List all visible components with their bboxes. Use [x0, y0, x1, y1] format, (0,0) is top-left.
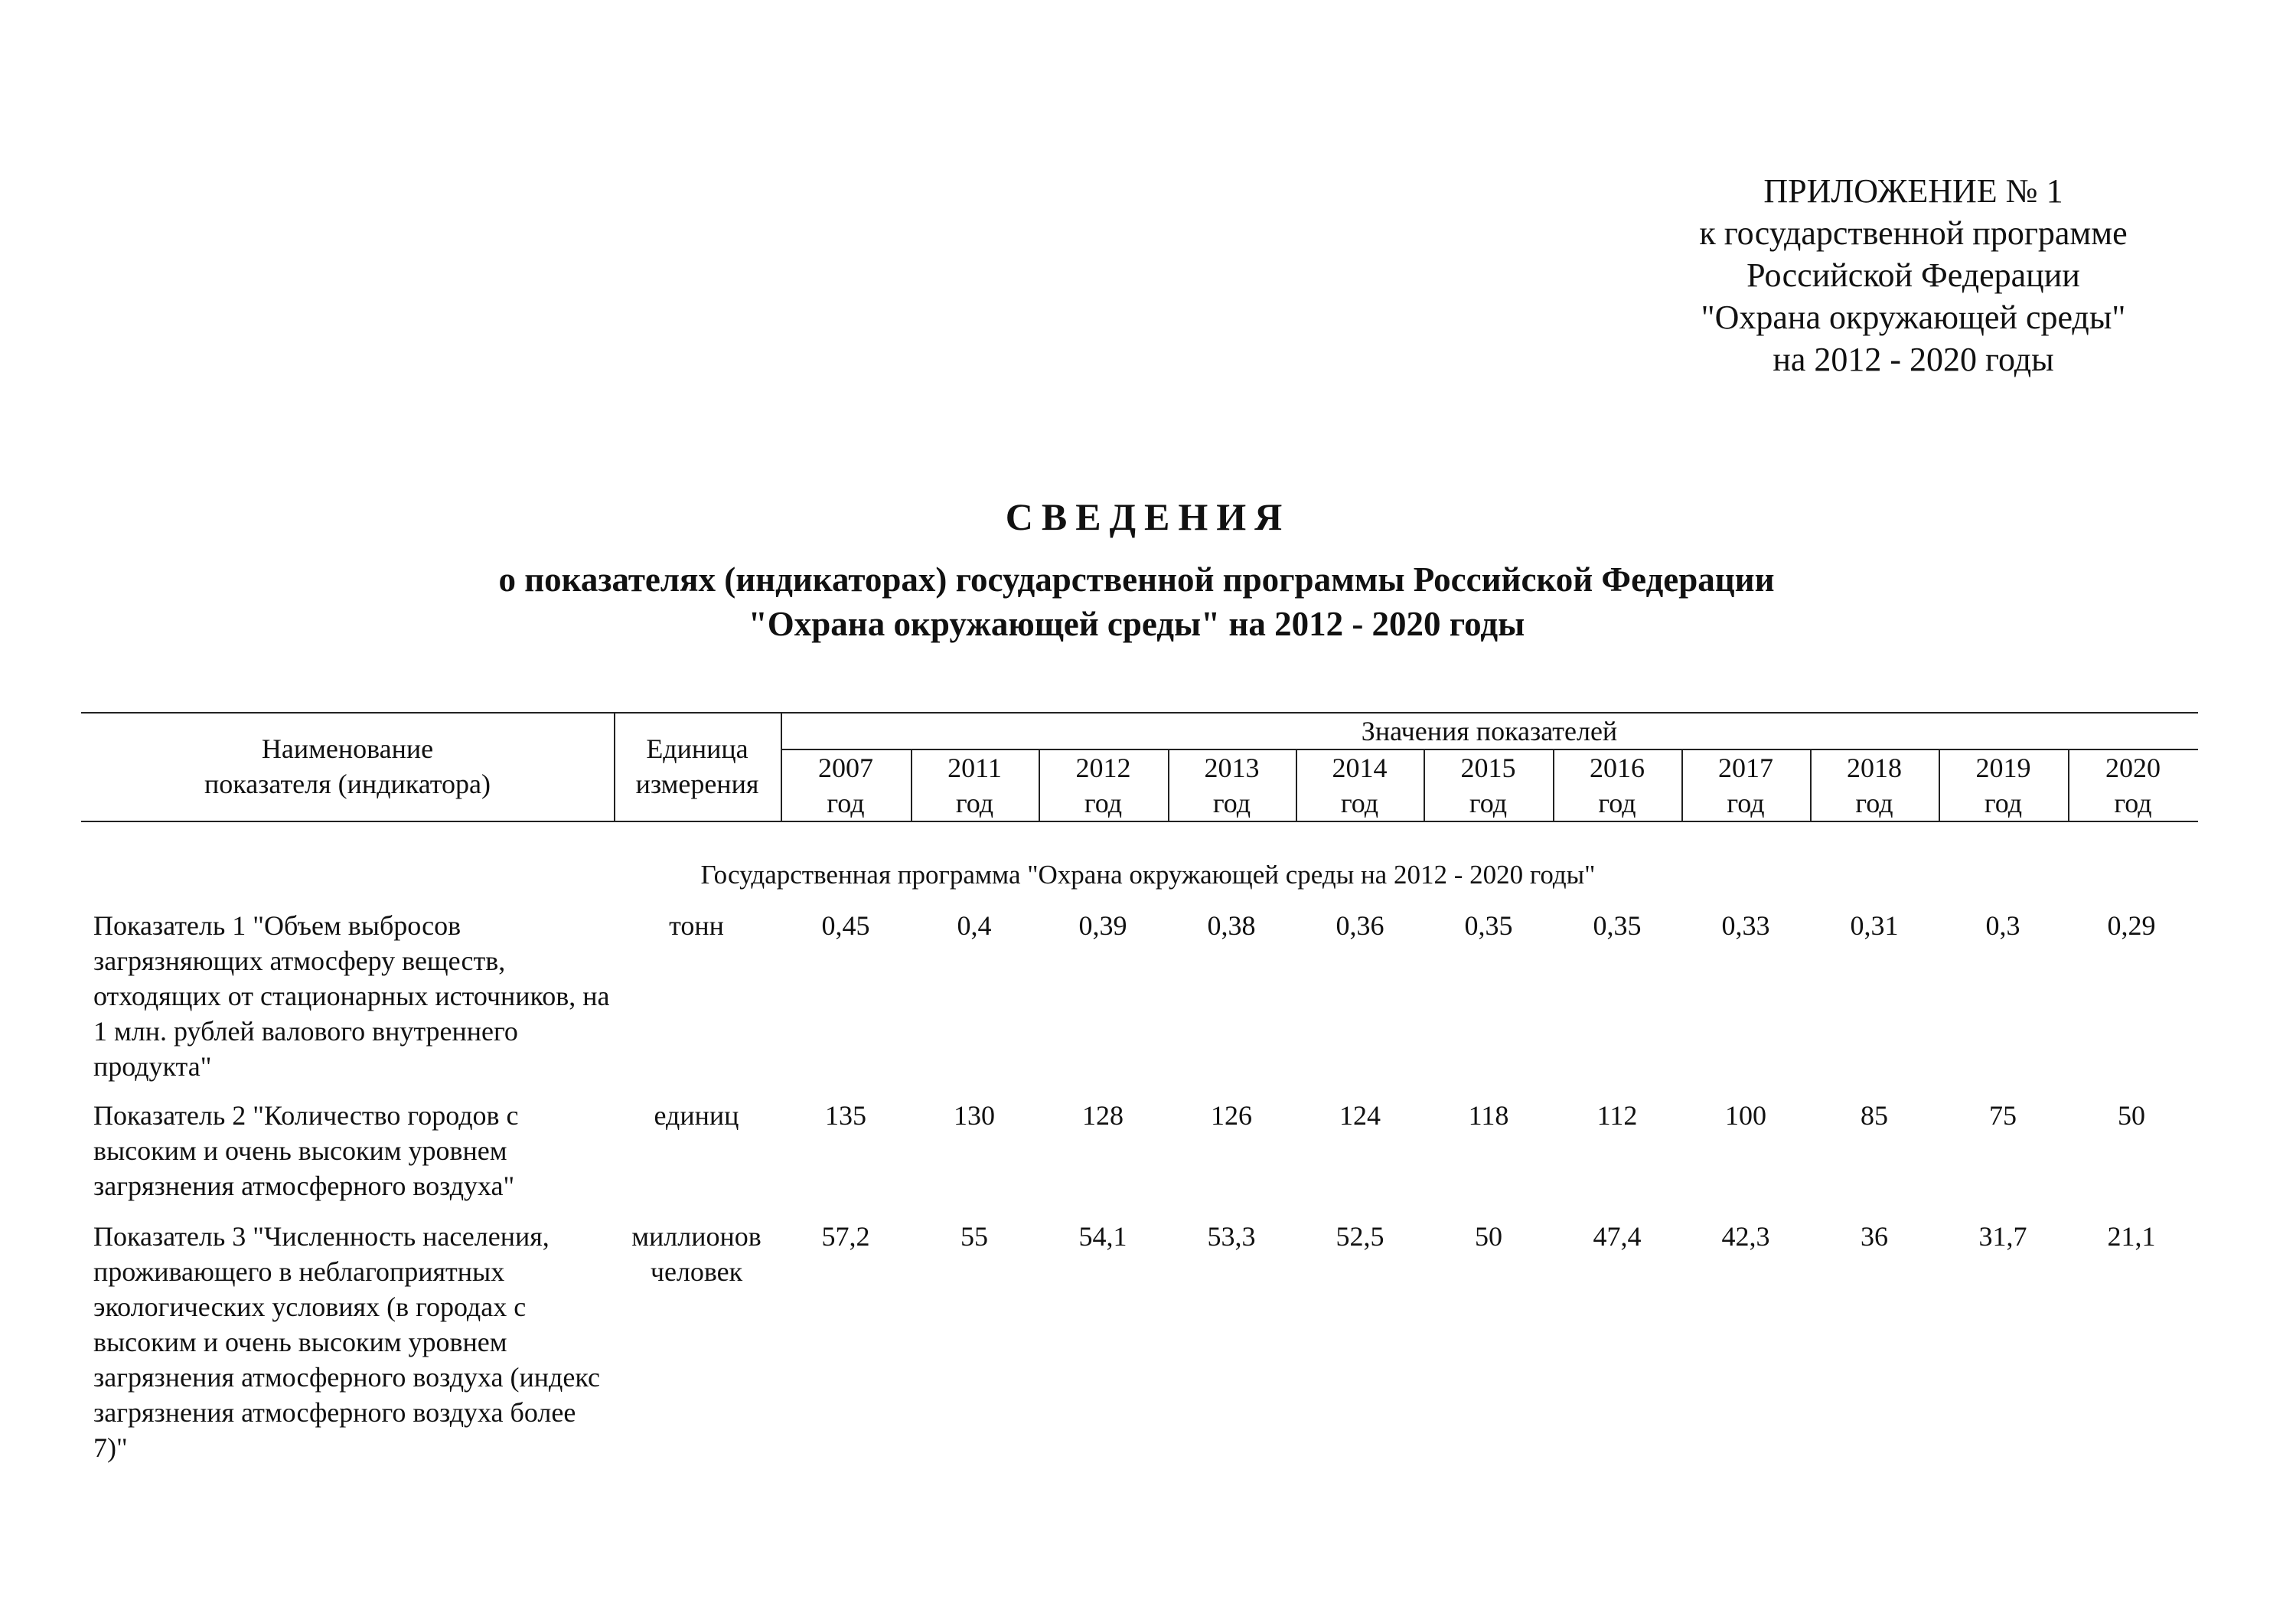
table-cell: 0,4	[957, 910, 992, 941]
header-year-cell: 2012 год	[1075, 753, 1131, 818]
header-year-cell: 2019 год	[1975, 753, 2031, 818]
appendix-line: "Охрана окружающей среды"	[1701, 299, 2126, 336]
table-cell: 130	[954, 1100, 995, 1131]
row-3-unit: миллионов человек	[631, 1221, 762, 1287]
header-year-cell: 2011 год	[947, 753, 1002, 818]
table-cell: 50	[2118, 1100, 2145, 1131]
table-cell: 0,35	[1464, 910, 1513, 941]
document-title: СВЕДЕНИЯ	[1005, 495, 1291, 538]
header-unit-cell: Единица измерения	[635, 733, 759, 799]
table-cell: 126	[1211, 1100, 1252, 1131]
table-cell: 55	[960, 1221, 988, 1252]
table-cell: 0,36	[1336, 910, 1384, 941]
table-cell: 0,31	[1850, 910, 1899, 941]
header-year-cell: 2018 год	[1847, 753, 1902, 818]
table-cell: 0,39	[1078, 910, 1127, 941]
appendix-block	[1645, 170, 2181, 380]
table-cell: 36	[1861, 1221, 1888, 1252]
table-cell: 53,3	[1207, 1221, 1256, 1252]
row-1-name: Показатель 1 "Объем выбросов загрязняющих атмосферу веществ, отходящих от стационарных источников, на 1 млн. рублей валового внутреннего продукта"	[93, 910, 610, 1082]
table-cell: 47,4	[1593, 1221, 1642, 1252]
header-year-cell: 2015 год	[1460, 753, 1516, 818]
document-subtitle	[306, 557, 1967, 646]
table-cell: 124	[1339, 1100, 1381, 1131]
appendix-line: к государственной программе	[1699, 214, 2128, 252]
row-1-unit: тонн	[669, 910, 724, 941]
appendix-line: Российской Федерации	[1746, 256, 2080, 294]
header-name-cell: Наименование показателя (индикатора)	[204, 733, 491, 799]
table-cell: 21,1	[2107, 1221, 2156, 1252]
header-year-cell: 2020 год	[2105, 753, 2161, 818]
table-cell: 0,45	[821, 910, 870, 941]
table-cell: 75	[1989, 1100, 2017, 1131]
table-cell: 0,35	[1593, 910, 1642, 941]
header-bottom-rule	[81, 821, 2198, 822]
table-cell: 54,1	[1078, 1221, 1127, 1252]
header-year-cell: 2017 год	[1718, 753, 1773, 818]
section-title: Государственная программа "Охрана окружающей среды на 2012 - 2020 годы"	[700, 860, 1596, 890]
table-cell: 50	[1475, 1221, 1502, 1252]
header-year-cell: 2007 год	[818, 753, 873, 818]
table-cell: 52,5	[1336, 1221, 1384, 1252]
table-cell: 31,7	[1978, 1221, 2027, 1252]
table-cell: 0,38	[1207, 910, 1256, 941]
row-2-unit: единиц	[654, 1100, 739, 1131]
table-cell: 0,29	[2107, 910, 2156, 941]
table-cell: 128	[1082, 1100, 1124, 1131]
table-cell: 118	[1468, 1100, 1509, 1131]
table-cell: 57,2	[821, 1221, 870, 1252]
subtitle-line: о показателях (индикаторах) государственной программы Российской Федерации	[498, 560, 1775, 599]
row-2-name: Показатель 2 "Количество городов с высоким и очень высоким уровнем загрязнения атмосферного воздуха"	[93, 1100, 519, 1201]
table-cell: 100	[1725, 1100, 1766, 1131]
header-values-title: Значения показателей	[1361, 716, 1618, 746]
subtitle-line: "Охрана окружающей среды" на 2012 - 2020 годы	[748, 605, 1525, 643]
header-year-cell: 2016 год	[1590, 753, 1645, 818]
table-cell: 42,3	[1721, 1221, 1770, 1252]
header-year-cell: 2014 год	[1332, 753, 1388, 818]
table-cell: 112	[1596, 1100, 1638, 1131]
table-cell: 85	[1861, 1100, 1888, 1131]
appendix-title: ПРИЛОЖЕНИЕ № 1	[1763, 172, 2063, 210]
header-year-cell: 2013 год	[1204, 753, 1260, 818]
table-cell: 0,33	[1721, 910, 1770, 941]
appendix-line: на 2012 - 2020 годы	[1773, 341, 2054, 378]
row-3-name: Показатель 3 "Численность населения, проживающего в неблагоприятных экологических условиях (в городах с высоким и очень высоким уровнем загрязнения атмосферного воздуха (индекс загрязнения атмосферного воздуха более 7)"	[93, 1221, 600, 1463]
table-cell: 135	[825, 1100, 866, 1131]
table-cell: 0,3	[1985, 910, 2020, 941]
